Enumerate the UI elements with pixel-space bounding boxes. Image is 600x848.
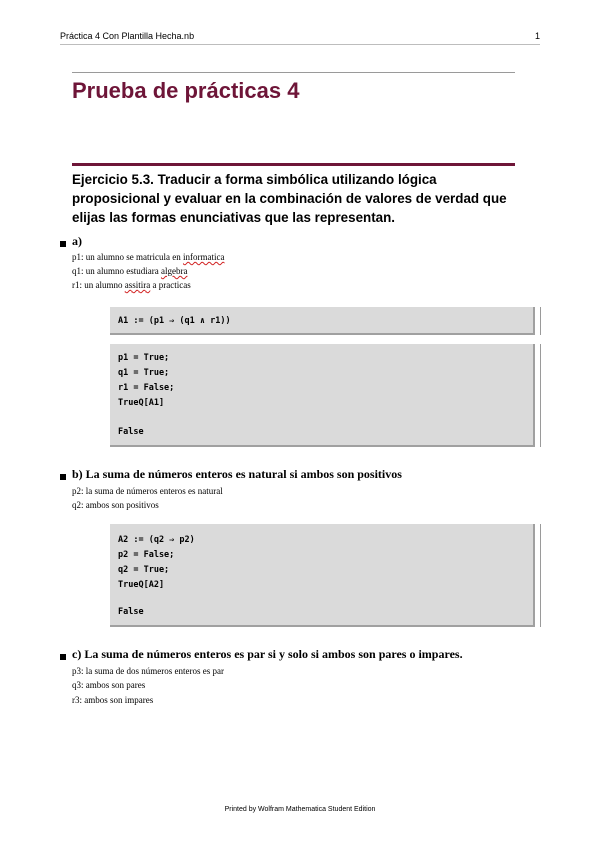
cell-code-line: p1 = True; xyxy=(118,353,170,363)
cell-bracket[interactable] xyxy=(540,307,541,335)
input-cell-a-eval[interactable] xyxy=(110,344,535,447)
part-b-line-1: p2: la suma de números enteros es natural xyxy=(72,486,223,496)
cell-bracket[interactable] xyxy=(540,524,541,627)
page-number: 1 xyxy=(534,31,540,41)
cell-code-line: A1 := (p1 ⇒ (q1 ∧ r1)) xyxy=(118,316,231,326)
part-c-line-2: q3: ambos son pares xyxy=(72,680,146,690)
page-header xyxy=(60,31,540,45)
misspelled-word[interactable]: informatica xyxy=(182,252,225,262)
part-c-line-1: p3: la suma de dos números enteros es par xyxy=(72,666,224,676)
cell-code-line: TrueQ[A1] xyxy=(118,398,165,408)
cell-code-line: TrueQ[A2] xyxy=(118,580,165,590)
misspelled-word[interactable]: assitira xyxy=(124,280,151,290)
part-a-line-3: r1: un alumno assitira a practicas xyxy=(72,280,191,290)
cell-output: False xyxy=(118,427,144,437)
part-a-line-2: q1: un alumno estudiara algebra xyxy=(72,266,188,276)
cell-code-line: q2 = True; xyxy=(118,565,170,575)
cell-code-line: p2 = False; xyxy=(118,550,175,560)
cell-code-line: A2 := (q2 ⇒ p2) xyxy=(118,535,195,545)
section-title: Ejercicio 5.3. Traducir a forma simbólica utilizando lógica proposicional y evaluar en la combinación de valores de verdad que elijas las formas enunciativas que las representan. xyxy=(72,172,507,225)
part-a-line-1: p1: un alumno se matricula en informatica xyxy=(72,252,225,262)
page-title: Prueba de prácticas 4 xyxy=(72,78,300,103)
part-b-heading: b) La suma de números enteros es natural si ambos son positivos xyxy=(72,467,402,481)
input-cell-b-eval[interactable] xyxy=(110,524,535,627)
part-c-heading: c) La suma de números enteros es par si y solo si ambos son pares o impares. xyxy=(72,647,463,661)
bullet-icon[interactable] xyxy=(60,474,66,480)
notebook-filename: Práctica 4 Con Plantilla Hecha.nb xyxy=(60,31,195,41)
print-footer: Printed by Wolfram Mathematica Student Edition xyxy=(224,806,376,813)
input-cell-a1[interactable] xyxy=(110,307,535,335)
part-c-line-3: r3: ambos son impares xyxy=(72,695,154,705)
part-a-heading: a) xyxy=(72,234,82,248)
cell-bracket[interactable] xyxy=(540,344,541,447)
title-divider xyxy=(72,72,515,73)
section-divider xyxy=(72,163,515,166)
header-divider xyxy=(60,44,540,45)
cell-code-line: r1 = False; xyxy=(118,383,175,393)
cell-output: False xyxy=(118,607,144,617)
bullet-icon[interactable] xyxy=(60,241,66,247)
cell-code-line: q1 = True; xyxy=(118,368,170,378)
misspelled-word[interactable]: algebra xyxy=(160,266,188,276)
bullet-icon[interactable] xyxy=(60,654,66,660)
part-b-line-2: q2: ambos son positivos xyxy=(72,500,159,510)
